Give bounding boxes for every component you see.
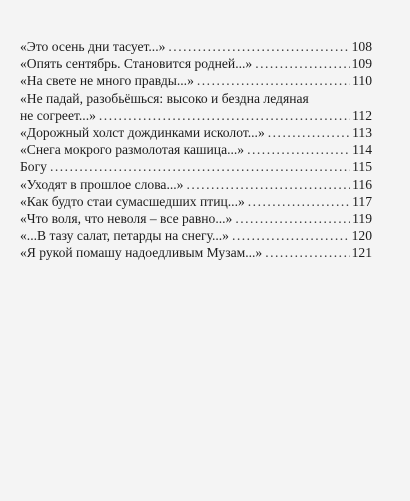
toc-leader-dots [232, 227, 350, 244]
toc-leader-dots [247, 141, 350, 158]
toc-entry-title: «Что воля, что неволя – все равно...» [20, 210, 233, 226]
toc-leader-dots [186, 176, 350, 193]
toc-entry-page: 117 [352, 193, 372, 209]
toc-entry [20, 227, 372, 244]
toc-entry-title: «На свете не много правды...» [20, 73, 194, 89]
toc-entry-page: 119 [352, 210, 372, 226]
toc-entry-title: «Как будто стаи сумасшедших птиц...» [20, 193, 245, 209]
toc-entry-page: 110 [352, 73, 372, 89]
toc-entry-title-line1: «Не падай, разобьёшься: высоко и бездна ледяная [20, 90, 309, 106]
toc-entry-page: 121 [351, 245, 372, 261]
toc-entry [20, 124, 372, 141]
toc-entry [20, 141, 372, 158]
toc-entry [20, 90, 372, 124]
toc-leader-dots [99, 107, 350, 124]
toc-entry-page: 115 [352, 159, 372, 175]
toc-entry-title: «...В тазу салат, петарды на снегу...» [20, 228, 229, 244]
toc-entry-title: «Снега мокрого размолотая кашица...» [20, 142, 245, 158]
table-of-contents [20, 38, 372, 261]
toc-leader-dots [265, 244, 349, 261]
toc-entry-page: 120 [351, 228, 372, 244]
toc-leader-dots [168, 38, 349, 55]
toc-leader-dots [197, 72, 350, 89]
toc-leader-dots [255, 55, 349, 72]
toc-entry-title: «Опять сентябрь. Становится родней...» [20, 56, 253, 72]
toc-entry-page: 114 [352, 142, 372, 158]
toc-entry-title: «Дорожный холст дождинками исколот...» [20, 124, 265, 140]
toc-entry [20, 72, 372, 89]
toc-entry-page: 109 [351, 56, 372, 72]
toc-entry [20, 55, 372, 72]
toc-entry [20, 193, 372, 210]
toc-entry-page: 108 [351, 39, 372, 54]
toc-entry [20, 210, 372, 227]
toc-entry-page: 112 [352, 107, 372, 123]
toc-entry [20, 176, 372, 193]
toc-entry-page: 116 [352, 176, 372, 192]
toc-leader-dots [235, 210, 350, 227]
toc-entry-title: «Уходят в прошлое слова...» [20, 176, 184, 192]
toc-leader-dots [268, 124, 350, 141]
toc-leader-dots [248, 193, 350, 210]
toc-entry [20, 244, 372, 261]
toc-leader-dots [50, 158, 350, 175]
toc-entry [20, 38, 372, 55]
toc-entry [20, 158, 372, 175]
toc-entry-title: «Это осень дни тасует...» [20, 39, 166, 54]
toc-entry-title: «Я рукой помашу надоедливым Музам...» [20, 245, 263, 261]
toc-entry-page: 113 [352, 124, 372, 140]
toc-entry-title-line2: не согреет...» [20, 107, 96, 123]
toc-entry-line2 [20, 107, 372, 124]
toc-entry-title: Богу [20, 159, 47, 175]
